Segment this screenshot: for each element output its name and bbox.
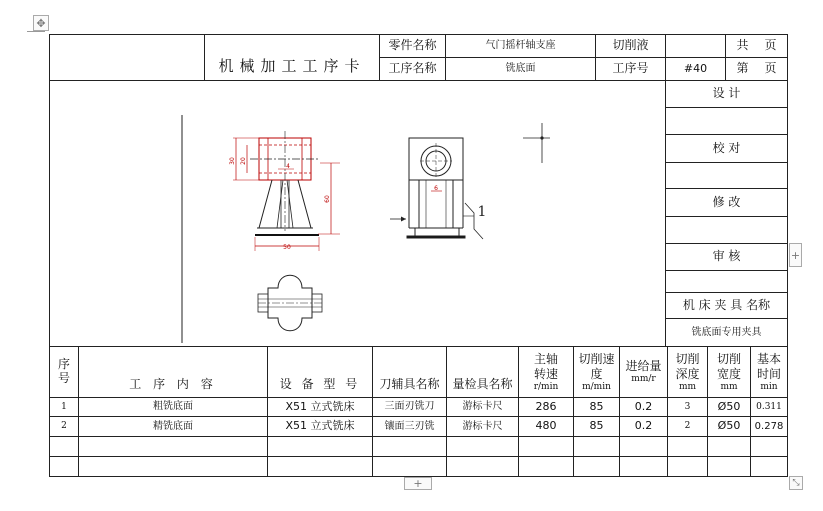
th-tool: 刀辅具名称: [379, 377, 440, 392]
th-cut-speed-title: 切削速 度: [578, 351, 615, 381]
th-cut-depth-title: 切削深度: [675, 351, 700, 381]
row-spindle: 286: [535, 399, 557, 413]
grid-line: [665, 216, 788, 217]
top-view: [258, 275, 322, 331]
th-no: 序号: [57, 357, 70, 385]
page-label: 第: [736, 61, 749, 76]
th-feed-unit: mm/r: [631, 373, 656, 384]
fixture-value: 铣底面专用夹具: [691, 326, 762, 338]
row-tool: 镶面三刃铣: [384, 420, 435, 432]
row-gauge: 游标卡尺: [462, 401, 503, 413]
fixture-label: 机 床 夹 具 名称: [682, 297, 771, 312]
th-time-unit: min: [760, 381, 778, 392]
row-no: 1: [61, 401, 67, 412]
row-content: 粗铣底面: [153, 401, 193, 413]
th-cut-width: [708, 347, 750, 397]
process-drawing: [50, 81, 665, 346]
row-tool: 三面刃铣刀: [384, 401, 435, 413]
th-gauge: 量检具名称: [452, 377, 513, 392]
th-content: 工 序 内 容: [129, 377, 217, 392]
row-no: 2: [61, 421, 67, 432]
part-name-label: 零件名称: [388, 38, 437, 53]
row-width: Ø50: [717, 399, 741, 413]
th-feed: [620, 347, 667, 397]
th-time: [751, 347, 787, 397]
front-view: [233, 131, 340, 251]
th-feed-title: 进给量: [625, 358, 662, 373]
row-spindle: 480: [535, 419, 557, 433]
margin-mark: [27, 31, 45, 32]
total-pages: [726, 35, 787, 57]
row-depth: 2: [684, 421, 691, 432]
current-page-unit: 页: [764, 61, 777, 76]
th-spindle-title: 主轴转速: [533, 351, 558, 381]
th-spindle-unit: r/min: [533, 381, 559, 392]
total-page-unit: 页: [764, 38, 777, 53]
process-no-label: 工序号: [612, 61, 649, 76]
dim-60-label: 60: [324, 195, 331, 203]
table-move-handle[interactable]: ✥: [33, 15, 49, 31]
th-cut-depth: [668, 347, 707, 397]
process-no-value: #40: [683, 61, 708, 75]
dim-6-label: 6: [434, 185, 438, 192]
row-width: Ø50: [717, 419, 741, 433]
table-resize-handle[interactable]: ⤡: [789, 476, 803, 490]
row-speed: 85: [589, 419, 604, 433]
row-gauge: 游标卡尺: [462, 420, 503, 432]
sign-check: 校 对: [712, 140, 741, 155]
current-page: [726, 58, 787, 80]
cutting-fluid-value: [666, 35, 725, 57]
add-row-button[interactable]: +: [404, 477, 432, 490]
grid-line: [665, 162, 788, 163]
sign-revise: 修 改: [712, 194, 741, 209]
datum-label: 1: [477, 204, 487, 220]
sign-design: 设 计: [712, 86, 741, 101]
row-equipment: X51 立式铣床: [285, 399, 355, 413]
table-border-bottom: [49, 476, 788, 477]
total-label: 共: [736, 38, 749, 53]
dim-30-label: 30: [229, 157, 236, 165]
sign-review: 审 核: [712, 249, 741, 264]
grid-line: [49, 456, 788, 457]
th-time-title: 基本时间: [756, 351, 781, 381]
th-cut-speed: [574, 347, 619, 397]
crosshair-mark: [523, 123, 550, 163]
row-time: 0.278: [754, 420, 784, 432]
th-equipment: 设 备 型 号: [279, 377, 361, 392]
row-depth: 3: [684, 401, 691, 412]
process-name-value: 铣底面: [505, 63, 536, 75]
th-cut-speed-unit: m/min: [582, 381, 611, 392]
th-spindle: [519, 347, 573, 397]
add-column-button[interactable]: +: [789, 243, 802, 267]
dim-20-label: 20: [240, 157, 247, 165]
table-border-right: [787, 34, 788, 477]
th-cut-width-title: 切削宽度: [716, 351, 741, 381]
dim-4-label: 4: [286, 163, 290, 170]
th-cut-width-unit: mm: [720, 381, 738, 392]
row-time: 0.311: [756, 401, 782, 412]
card-title: 机械加工工序卡: [218, 57, 366, 76]
dim-50-label: 50: [283, 244, 291, 251]
row-equipment: X51 立式铣床: [285, 419, 355, 433]
row-feed: 0.2: [634, 419, 653, 433]
part-name-value: 气门摇杆轴支座: [485, 40, 556, 52]
grid-line: [49, 436, 788, 437]
cutting-fluid-label: 切削液: [612, 38, 649, 53]
row-speed: 85: [589, 399, 604, 413]
process-name-label: 工序名称: [388, 61, 437, 76]
th-cut-depth-unit: mm: [678, 381, 697, 392]
row-content: 精铣底面: [153, 420, 193, 432]
row-feed: 0.2: [634, 399, 653, 413]
grid-line: [665, 270, 788, 271]
grid-line: [665, 107, 788, 108]
